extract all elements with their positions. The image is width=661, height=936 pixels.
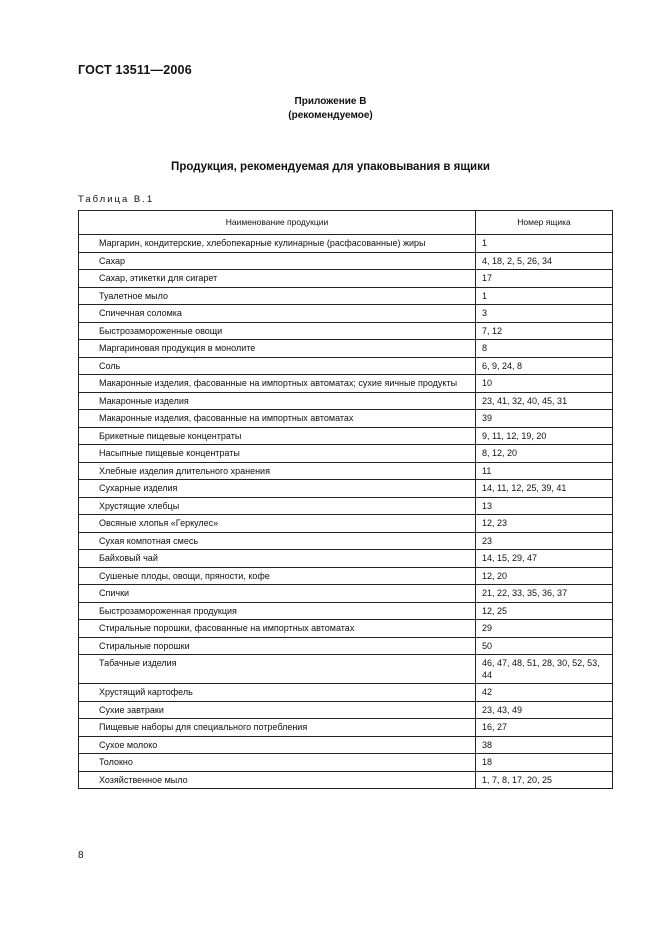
box-number-cell: 12, 23 [476, 515, 613, 533]
box-number-cell: 6, 9, 24, 8 [476, 357, 613, 375]
box-number-cell: 10 [476, 375, 613, 393]
product-name-cell: Стиральные порошки [79, 637, 476, 655]
table-row [79, 684, 613, 702]
box-number-cell: 12, 20 [476, 567, 613, 585]
product-name-cell: Хрустящий картофель [79, 684, 476, 702]
product-name-cell: Табачные изделия [79, 655, 476, 684]
box-number-cell: 12, 25 [476, 602, 613, 620]
table-row [79, 719, 613, 737]
table-row [79, 410, 613, 428]
box-number-cell: 39 [476, 410, 613, 428]
product-name-cell: Сушеные плоды, овощи, пряности, кофе [79, 567, 476, 585]
product-name-cell: Спичечная соломка [79, 305, 476, 323]
table-header-row [79, 211, 613, 235]
box-number-cell: 23 [476, 532, 613, 550]
table-row [79, 532, 613, 550]
table-row [79, 701, 613, 719]
table-row [79, 602, 613, 620]
box-number-cell: 11 [476, 462, 613, 480]
table-row [79, 235, 613, 253]
table-row [79, 427, 613, 445]
box-number-cell: 21, 22, 33, 35, 36, 37 [476, 585, 613, 603]
box-number-cell: 1, 7, 8, 17, 20, 25 [476, 771, 613, 789]
appendix-title: Приложение В [294, 96, 367, 107]
product-name-cell: Овсяные хлопья «Геркулес» [79, 515, 476, 533]
product-name-cell: Насыпные пищевые концентраты [79, 445, 476, 463]
table-row [79, 620, 613, 638]
table-row [79, 445, 613, 463]
box-number-cell: 14, 11, 12, 25, 39, 41 [476, 480, 613, 498]
box-number-cell: 23, 41, 32, 40, 45, 31 [476, 392, 613, 410]
table-row [79, 270, 613, 288]
product-name-cell: Хрустящие хлебцы [79, 497, 476, 515]
table-row [79, 252, 613, 270]
product-name-cell: Сахар, этикетки для сигарет [79, 270, 476, 288]
product-name-cell: Толокно [79, 754, 476, 772]
column-header-product: Наименование продукции [79, 211, 476, 235]
page-number: 8 [78, 850, 84, 861]
table-row [79, 771, 613, 789]
box-number-cell: 42 [476, 684, 613, 702]
document-title: Продукция, рекомендуемая для упаковывания в ящики [171, 161, 490, 173]
box-number-cell: 50 [476, 637, 613, 655]
box-number-cell: 16, 27 [476, 719, 613, 737]
box-number-cell: 7, 12 [476, 322, 613, 340]
box-number-cell: 46, 47, 48, 51, 28, 30, 52, 53, 44 [476, 655, 613, 684]
product-name-cell: Пищевые наборы для специального потребления [79, 719, 476, 737]
table-row [79, 754, 613, 772]
box-number-cell: 9, 11, 12, 19, 20 [476, 427, 613, 445]
table-row [79, 375, 613, 393]
table-row [79, 287, 613, 305]
table-row [79, 736, 613, 754]
products-table [78, 210, 613, 789]
table-row [79, 550, 613, 568]
column-header-box-number: Номер ящика [476, 211, 613, 235]
table-row [79, 480, 613, 498]
standard-header: ГОСТ 13511—2006 [78, 63, 192, 77]
table-row [79, 462, 613, 480]
box-number-cell: 38 [476, 736, 613, 754]
box-number-cell: 4, 18, 2, 5, 26, 34 [476, 252, 613, 270]
table-row [79, 497, 613, 515]
table-row [79, 515, 613, 533]
product-name-cell: Сухарные изделия [79, 480, 476, 498]
product-name-cell: Сухие завтраки [79, 701, 476, 719]
box-number-cell: 18 [476, 754, 613, 772]
table-row [79, 305, 613, 323]
table-row [79, 340, 613, 358]
table-row [79, 655, 613, 684]
box-number-cell: 8 [476, 340, 613, 358]
table-row [79, 637, 613, 655]
table-row [79, 585, 613, 603]
product-name-cell: Макаронные изделия [79, 392, 476, 410]
box-number-cell: 14, 15, 29, 47 [476, 550, 613, 568]
box-number-cell: 23, 43, 49 [476, 701, 613, 719]
product-name-cell: Сухое молоко [79, 736, 476, 754]
product-name-cell: Сухая компотная смесь [79, 532, 476, 550]
table-body [79, 235, 613, 789]
product-name-cell: Маргарин, кондитерские, хлебопекарные кулинарные (расфасованные) жиры [79, 235, 476, 253]
product-name-cell: Соль [79, 357, 476, 375]
box-number-cell: 13 [476, 497, 613, 515]
product-name-cell: Макаронные изделия, фасованные на импортных автоматах; сухие яичные продукты [79, 375, 476, 393]
appendix-status: (рекомендуемое) [288, 110, 373, 121]
box-number-cell: 29 [476, 620, 613, 638]
box-number-cell: 1 [476, 235, 613, 253]
product-name-cell: Спички [79, 585, 476, 603]
box-number-cell: 3 [476, 305, 613, 323]
table-caption: Таблица В.1 [78, 194, 155, 205]
box-number-cell: 17 [476, 270, 613, 288]
table-row [79, 392, 613, 410]
product-name-cell: Быстрозамороженные овощи [79, 322, 476, 340]
product-name-cell: Быстрозамороженная продукция [79, 602, 476, 620]
box-number-cell: 8, 12, 20 [476, 445, 613, 463]
product-name-cell: Макаронные изделия, фасованные на импортных автоматах [79, 410, 476, 428]
product-name-cell: Брикетные пищевые концентраты [79, 427, 476, 445]
product-name-cell: Хлебные изделия длительного хранения [79, 462, 476, 480]
table-row [79, 322, 613, 340]
product-name-cell: Хозяйственное мыло [79, 771, 476, 789]
product-name-cell: Стиральные порошки, фасованные на импортных автоматах [79, 620, 476, 638]
table-row [79, 567, 613, 585]
product-name-cell: Байховый чай [79, 550, 476, 568]
product-name-cell: Туалетное мыло [79, 287, 476, 305]
appendix-heading [0, 95, 661, 123]
table-row [79, 357, 613, 375]
product-name-cell: Маргариновая продукция в монолите [79, 340, 476, 358]
product-name-cell: Сахар [79, 252, 476, 270]
box-number-cell: 1 [476, 287, 613, 305]
